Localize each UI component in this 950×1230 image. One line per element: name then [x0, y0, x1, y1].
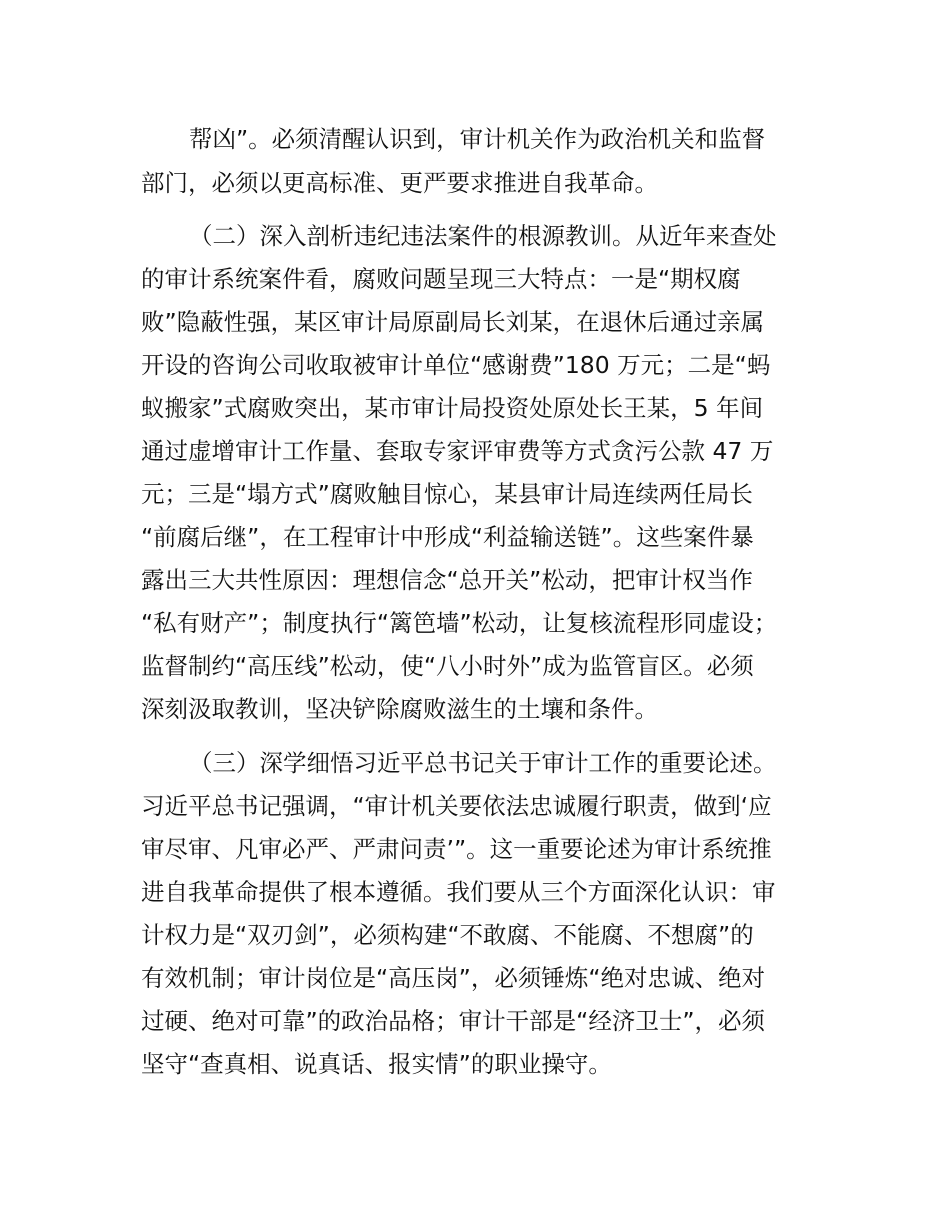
paragraph-3-line-7: 过硬、绝对可靠”的政治品格；审计干部是“经济卫士”，必须 — [141, 1007, 766, 1035]
paragraph-2-line-9: 露出三大共性原因：理想信念“总开关”松动，把审计权当作 — [141, 566, 753, 594]
paragraph-3-line-3: 审尽审、凡审必严、严肃问责’”。这一重要论述为审计系统推 — [141, 835, 772, 863]
paragraph-2-line-12: 深刻汲取教训，坚决铲除腐败滋生的土壤和条件。 — [141, 695, 658, 723]
paragraph-3-line-5: 计权力是“双刃剑”，必须构建“不敢腐、不能腐、不想腐”的 — [141, 921, 754, 949]
paragraph-2-line-10: “私有财产”；制度执行“篱笆墙”松动，让复核流程形同虚设； — [141, 609, 778, 637]
paragraph-2-line-1: （二）深入剖析违纪违法案件的根源教训。从近年来查处 — [189, 222, 777, 250]
paragraph-2-line-7: 元；三是“塌方式”腐败触目惊心，某县审计局连续两任局长 — [141, 480, 753, 508]
paragraph-2-line-8: “前腐后继”，在工程审计中形成“利益输送链”。这些案件暴 — [141, 523, 754, 551]
paragraph-2-line-3: 败”隐蔽性强，某区审计局原副局长刘某，在退休后通过亲属 — [141, 308, 765, 336]
paragraph-3-line-1: （三）深学细悟习近平总书记关于审计工作的重要论述。 — [189, 749, 777, 777]
paragraph-2-line-2: 的审计系统案件看，腐败问题呈现三大特点：一是“期权腐 — [141, 265, 741, 293]
paragraph-3-line-8: 坚守“查真相、说真话、报实情”的职业操守。 — [141, 1050, 612, 1078]
paragraph-3-line-6: 有效机制；审计岗位是“高压岗”，必须锤炼“绝对忠诚、绝对 — [141, 964, 766, 992]
paragraph-1-line-1: 帮凶”。必须清醒认识到，审计机关作为政治机关和监督 — [189, 125, 766, 153]
paragraph-2-line-5: 蚁搬家”式腐败突出，某市审计局投资处原处长王某，5 年间 — [141, 394, 764, 422]
paragraph-3-line-2: 习近平总书记强调，“审计机关要依法忠诚履行职责，做到‘应 — [141, 792, 772, 820]
paragraph-3-line-4: 进自我革命提供了根本遵循。我们要从三个方面深化认识：审 — [141, 878, 776, 906]
paragraph-2-line-4: 开设的咨询公司收取被审计单位“感谢费”180 万元；二是“蚂 — [141, 351, 771, 379]
paragraph-1-line-2: 部门，必须以更高标准、更严要求推进自我革命。 — [141, 169, 658, 197]
paragraph-2-line-11: 监督制约“高压线”松动，使“八小时外”成为监管盲区。必须 — [141, 652, 754, 680]
paragraph-2-line-6: 通过虚增审计工作量、套取专家评审费等方式贪污公款 47 万 — [141, 437, 774, 465]
